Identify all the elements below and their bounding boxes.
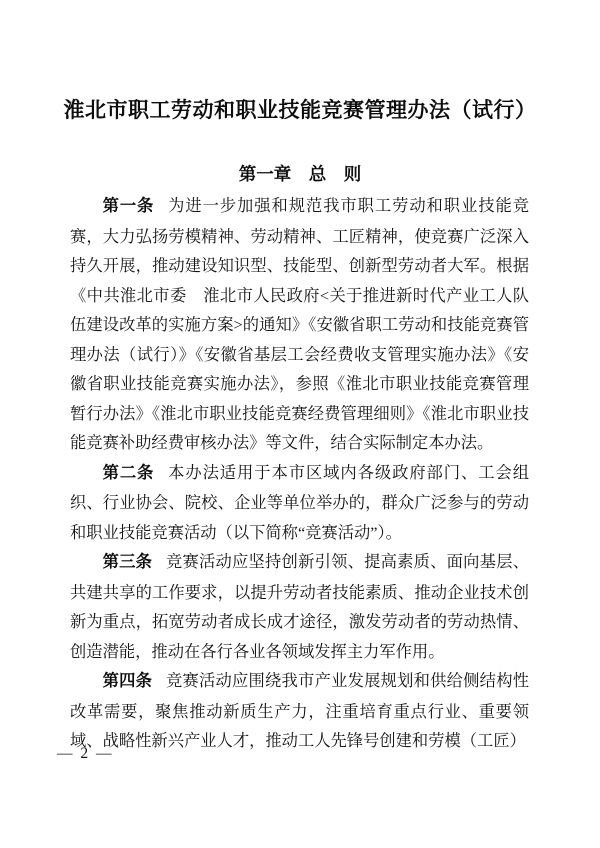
paragraph-article-3 xyxy=(70,547,529,666)
paragraph-article-2 xyxy=(70,458,529,548)
document-body xyxy=(70,191,529,756)
chapter-heading: 第一章 总 则 xyxy=(238,164,362,184)
article-4-text: 竞赛活动应围绕我市产业发展规划和供给侧结构性改革需要，聚焦推动新质生产力，注重培育重点行业、重要领域、战略性新兴产业人才，推动工人先锋号创建和劳模（工匠） xyxy=(70,671,529,750)
article-4-label: 第四条 xyxy=(102,672,153,690)
article-2-label: 第二条 xyxy=(102,463,155,482)
article-3-text: 竞赛活动应坚持创新引领、提高素质、面向基层、共建共享的工作要求，以提升劳动者技能素质、推动企业技术创新为重点，拓宽劳动者成长成才途径，激发劳动者的劳动热情、创造潜能，推动在各行各业各领域发挥主力军作用。 xyxy=(70,552,529,661)
article-1-label: 第一条 xyxy=(102,197,155,215)
paragraph-article-4 xyxy=(70,666,529,756)
document-title: 淮北市职工劳动和职业技能竞赛管理办法（试行） xyxy=(63,98,537,122)
paragraph-article-1 xyxy=(70,191,529,458)
page-number: — 2 — xyxy=(57,745,114,762)
article-3-label: 第三条 xyxy=(102,553,153,571)
article-2-text: 本办法适用于本市区域内各级政府部门、工会组织、行业协会、院校、企业等单位举办的，群众广泛参与的劳动和职业技能竞赛活动（以下简称“竞赛活动”）。 xyxy=(70,462,529,542)
article-1-text: 为进一步加强和规范我市职工劳动和职业技能竞赛，大力弘扬劳模精神、劳动精神、工匠精神，使竞赛广泛深入持久开展，推动建设知识型、技能型、创新型劳动者大军。根据《中共淮北市委 淮北市人民政府<关于推进新时代产业工人队伍建设改革的实施方案>的通知》《安徽省职工劳动和技能竞赛管理办法（试行）》《安徽省基层工会经费收支管理实施办法》《安徽省职业技能竞赛实施办法》，参照《淮北市职业技能竞赛管理暂行办法》《淮北市职业技能竞赛经费管理细则》《淮北市职业技能竞赛补助经费审核办法》等文件，结合实际制定本办法。 xyxy=(70,196,529,452)
